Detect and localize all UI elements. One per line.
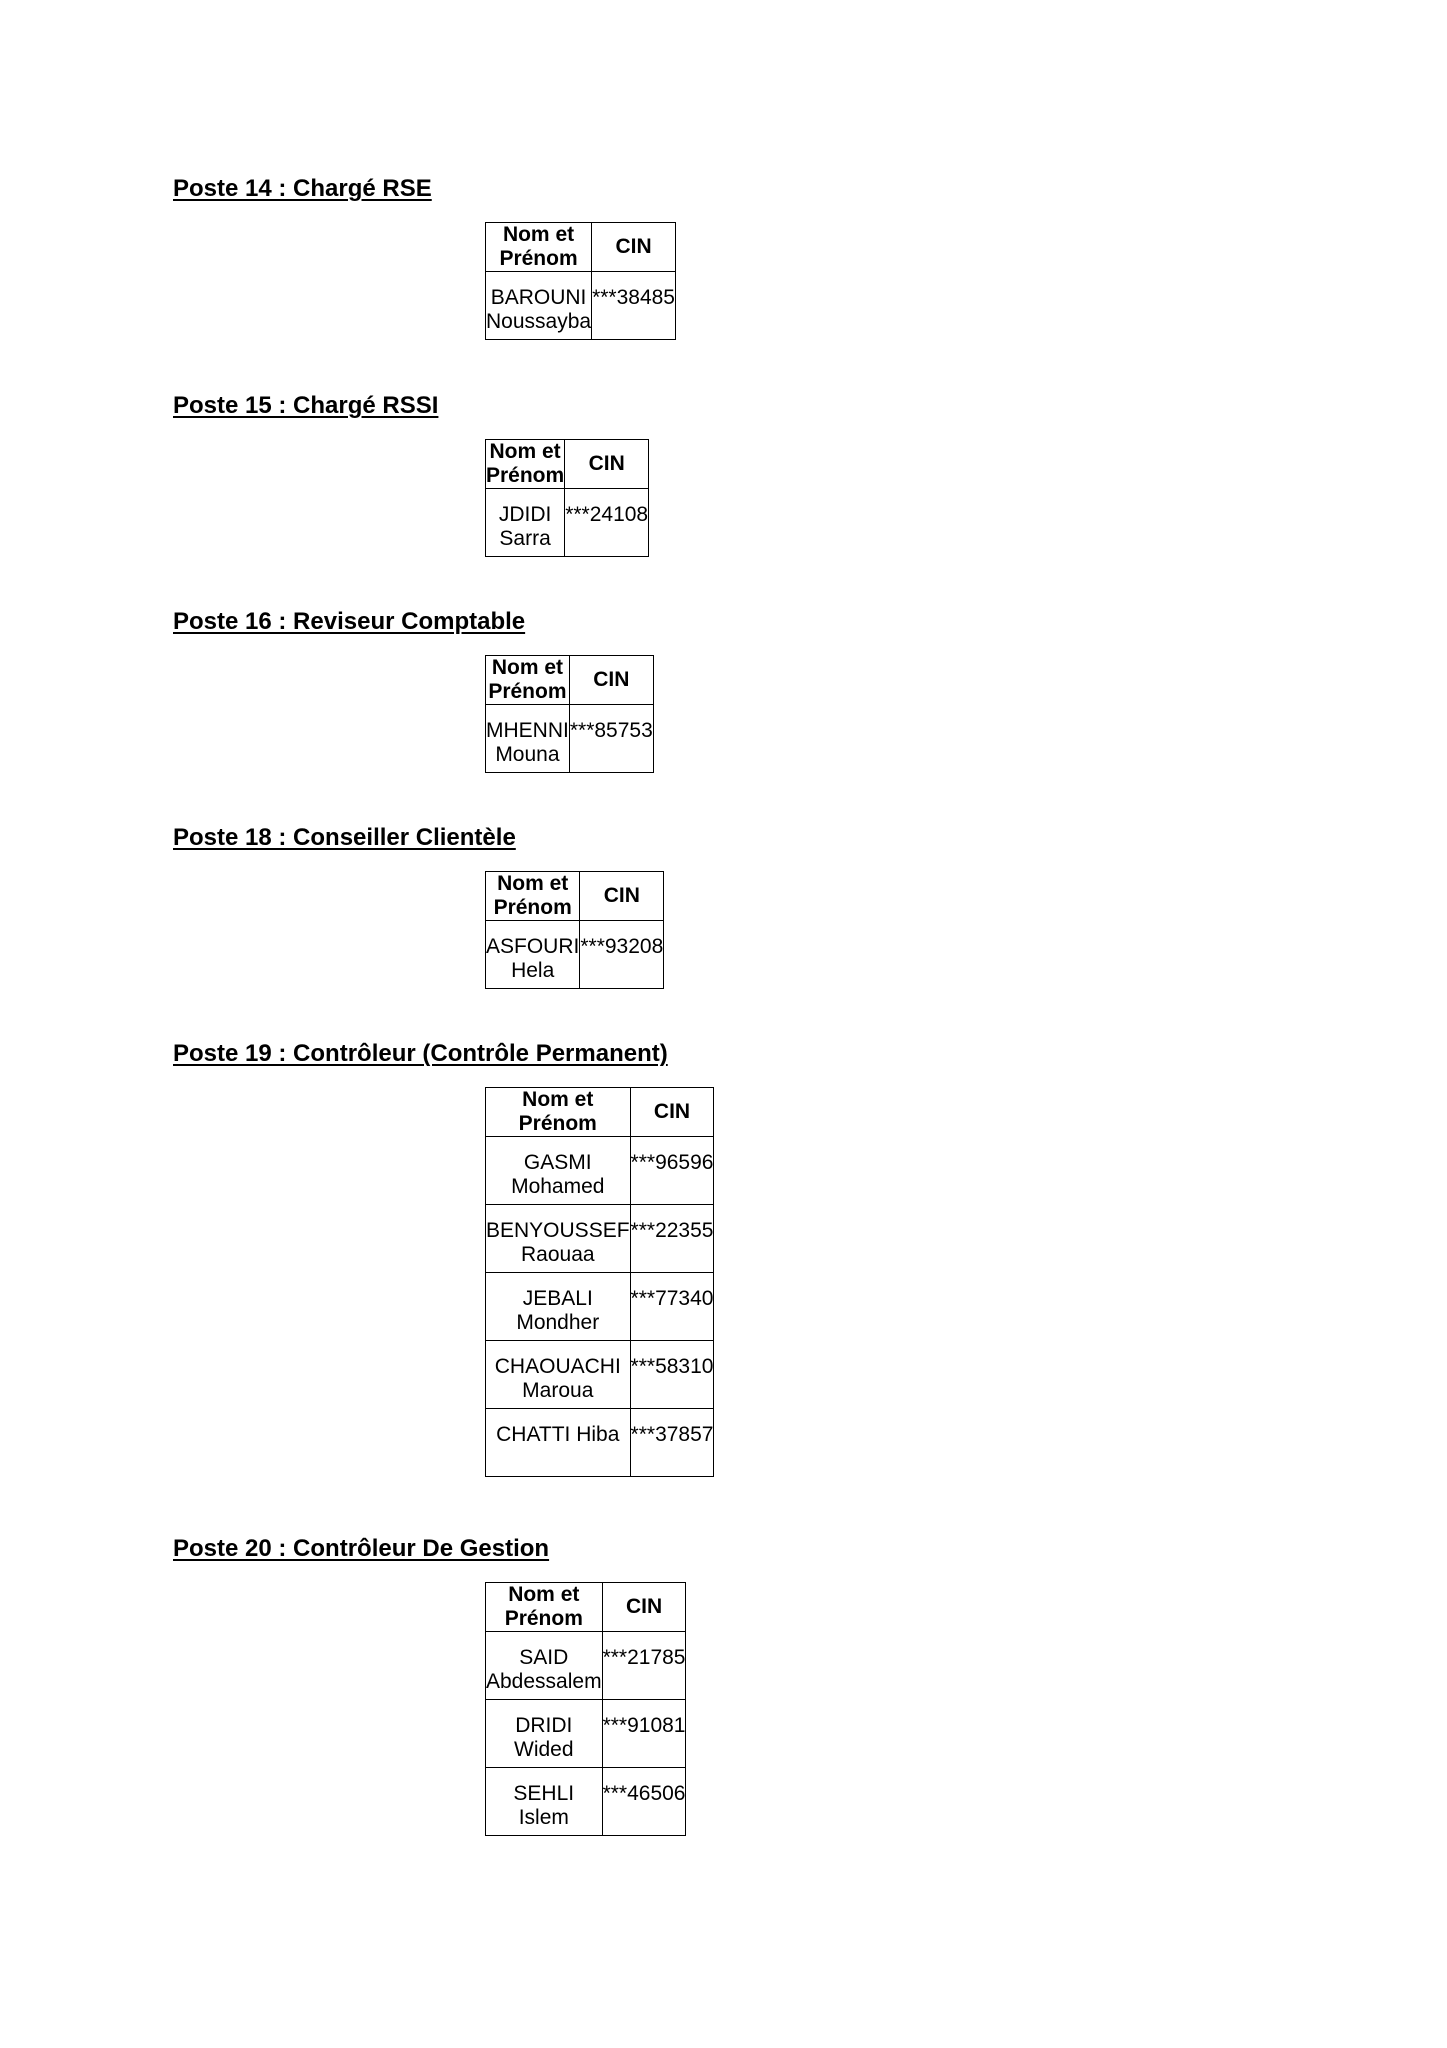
cell-cin: ***85753 [569, 705, 653, 773]
cell-name: CHAOUACHI Maroua [486, 1341, 631, 1409]
column-header-name: Nom et Prénom [486, 656, 570, 705]
table-row [486, 1632, 686, 1700]
cell-name: SEHLI Islem [486, 1768, 603, 1836]
section-poste-15 [173, 391, 649, 550]
table-row [486, 1205, 714, 1273]
table-row [486, 1409, 714, 1477]
table-row [486, 489, 649, 557]
cell-name: CHATTI Hiba [486, 1409, 631, 1477]
cell-cin: ***96596 [630, 1137, 714, 1205]
table-row [486, 921, 664, 989]
table-row [486, 705, 654, 773]
cell-cin: ***58310 [630, 1341, 714, 1409]
candidates-table [485, 1582, 686, 1836]
table-header-row [486, 223, 676, 272]
candidates-table [485, 655, 654, 773]
cell-name: BENYOUSSEF Raouaa [486, 1205, 631, 1273]
section-title: Poste 18 : Conseiller Clientèle [173, 824, 516, 851]
cell-cin: ***24108 [565, 489, 649, 557]
table-header-row [486, 440, 649, 489]
candidates-table [485, 222, 676, 340]
table-header-row [486, 1583, 686, 1632]
column-header-cin: CIN [630, 1088, 714, 1137]
cell-name: DRIDI Wided [486, 1700, 603, 1768]
candidates-table [485, 439, 649, 557]
cell-cin: ***22355 [630, 1205, 714, 1273]
section-title: Poste 19 : Contrôleur (Contrôle Permanent) [173, 1040, 668, 1067]
table-row [486, 272, 676, 340]
section-poste-14 [173, 174, 675, 333]
column-header-name: Nom et Prénom [486, 872, 580, 921]
column-header-name: Nom et Prénom [486, 223, 592, 272]
column-header-name: Nom et Prénom [486, 440, 565, 487]
section-poste-16 [173, 607, 653, 766]
cell-name: GASMI Mohamed [486, 1137, 631, 1205]
cell-cin: ***21785 [602, 1632, 686, 1700]
table-row [486, 1341, 714, 1409]
table-row [486, 1700, 686, 1768]
section-title: Poste 15 : Chargé RSSI [173, 392, 439, 419]
cell-cin: ***91081 [602, 1700, 686, 1768]
section-poste-18 [173, 823, 664, 982]
cell-name: ASFOURI Hela [486, 921, 580, 989]
section-poste-20 [173, 1534, 686, 1829]
column-header-cin: CIN [602, 1583, 686, 1632]
cell-cin: ***37857 [630, 1409, 714, 1477]
column-header-cin: CIN [580, 872, 664, 921]
section-title: Poste 20 : Contrôleur De Gestion [173, 1535, 550, 1562]
cell-name: MHENNI Mouna [486, 705, 570, 773]
cell-name: SAID Abdessalem [486, 1632, 603, 1700]
section-poste-19 [173, 1039, 714, 1446]
column-header-cin: CIN [569, 656, 653, 705]
table-header-row [486, 656, 654, 705]
table-row [486, 1137, 714, 1205]
cell-cin: ***93208 [580, 921, 664, 989]
cell-name: BAROUNI Noussayba [486, 272, 592, 340]
table-header-row [486, 1088, 714, 1137]
cell-name: JDIDI Sarra [486, 489, 565, 557]
table-row [486, 1768, 686, 1836]
cell-cin: ***38485 [592, 272, 676, 340]
section-title: Poste 14 : Chargé RSE [173, 175, 432, 202]
cell-cin: ***77340 [630, 1273, 714, 1341]
candidates-table [485, 871, 664, 989]
table-header-row [486, 872, 664, 921]
table-row [486, 1273, 714, 1341]
column-header-name: Nom et Prénom [486, 1088, 631, 1137]
cell-name: JEBALI Mondher [486, 1273, 631, 1341]
column-header-cin: CIN [565, 440, 649, 489]
column-header-cin: CIN [592, 223, 676, 272]
cell-cin: ***46506 [602, 1768, 686, 1836]
column-header-name: Nom et Prénom [486, 1583, 603, 1632]
section-title: Poste 16 : Reviseur Comptable [173, 608, 526, 635]
candidates-table [485, 1087, 714, 1477]
